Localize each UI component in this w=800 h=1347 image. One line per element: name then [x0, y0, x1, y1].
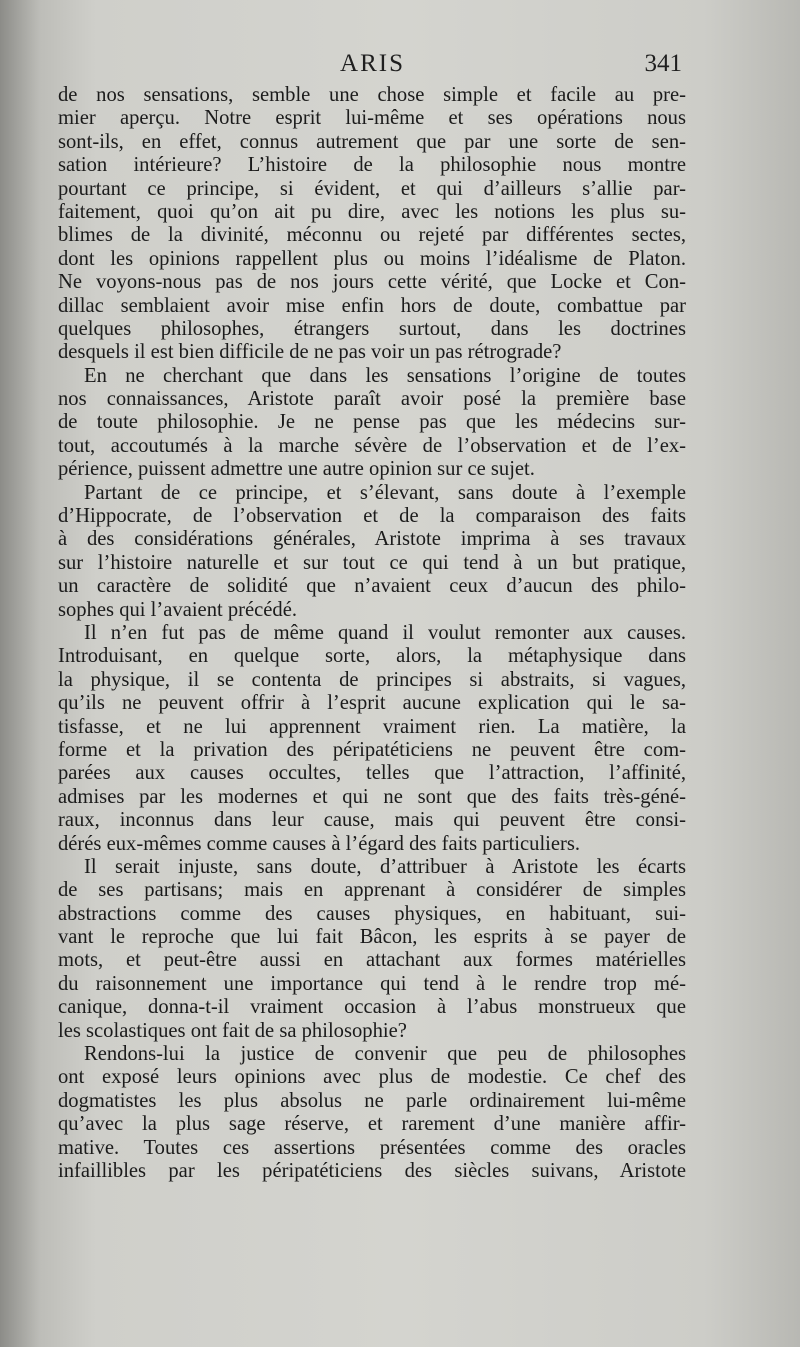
text-line: tisfasse, et ne lui apprennent vraiment rien. La matière, la [58, 715, 686, 738]
text-line: dérés eux-mêmes comme causes à l’égard des faits particuliers. [58, 832, 581, 855]
text-line: qu’ils ne peuvent offrir à l’esprit aucune explication qui le sa- [58, 692, 686, 715]
running-head: ARIS [340, 50, 405, 77]
text-line: mots, et peut-être aussi en attachant aux formes matérielles [58, 949, 686, 972]
text-line: Ne voyons-nous pas de nos jours cette vérité, que Locke et Con- [58, 271, 686, 294]
text-line: mier aperçu. Notre esprit lui-même et ses opérations nous [58, 107, 686, 130]
text-line: de nos sensations, semble une chose simple et facile au pre- [58, 84, 686, 106]
text-line: à des considérations générales, Aristote imprima à ses travaux [58, 528, 686, 551]
text-line: dillac semblaient avoir mise enfin hors de doute, combattue par [58, 294, 686, 317]
text-line: sation intérieure? L’histoire de la philosophie nous montre [58, 154, 686, 177]
text-line: abstractions comme des causes physiques, en habituant, sui- [58, 902, 686, 925]
text-line: les scolastiques ont fait de sa philosophie? [58, 1019, 407, 1042]
page-header [0, 50, 800, 84]
text-line: Introduisant, en quelque sorte, alors, la métaphysique dans [58, 645, 686, 668]
paragraph [58, 1043, 686, 1183]
page-number: 341 [644, 50, 682, 77]
text-line: sont-ils, en effet, connus autrement que par une sorte de sen- [58, 130, 686, 153]
text-line: pourtant ce principe, si évident, et qui d’ailleurs s’allie par- [58, 177, 686, 200]
text-line: de ses partisans; mais en apprenant à considérer de simples [58, 879, 686, 902]
paragraph [58, 482, 686, 622]
text-line: Il serait injuste, sans doute, d’attribuer à Aristote les écarts [84, 855, 686, 878]
text-line: quelques philosophes, étrangers surtout, dans les doctrines [58, 317, 686, 340]
text-line: d’Hippocrate, de l’observation et de la comparaison des faits [58, 505, 686, 528]
text-line: tout, accoutumés à la marche sévère de l’observation et de l’ex- [58, 434, 686, 457]
text-line: nos connaissances, Aristote paraît avoir posé la première base [58, 388, 686, 411]
text-line: infaillibles par les péripatéticiens des siècles suivans, Aristote [58, 1159, 686, 1182]
text-line: Rendons-lui la justice de convenir que peu de philosophes [84, 1043, 686, 1066]
paragraph [58, 365, 686, 482]
text-line: du raisonnement une importance qui tend à le rendre trop mé- [58, 972, 686, 995]
body-text [58, 84, 686, 1183]
text-line: un caractère de solidité que n’avaient ceux d’aucun des philo- [58, 575, 686, 598]
paragraph [58, 856, 686, 1043]
text-line: Il n’en fut pas de même quand il voulut remonter aux causes. [84, 621, 686, 644]
text-line: admises par les modernes et qui ne sont que des faits très-géné- [58, 785, 686, 808]
text-line: Partant de ce principe, et s’élevant, sans doute à l’exemple [84, 481, 686, 504]
text-line: mative. Toutes ces assertions présentées comme des oracles [58, 1136, 686, 1159]
text-line: faitement, quoi qu’on ait pu dire, avec les notions les plus su- [58, 200, 686, 223]
text-line: dont les opinions rappellent plus ou moins l’idéalisme de Platon. [58, 247, 686, 270]
text-line: blimes de la divinité, méconnu ou rejeté par différentes sectes, [58, 224, 686, 247]
text-line: raux, inconnus dans leur cause, mais qui peuvent être consi- [58, 809, 686, 832]
text-line: ont exposé leurs opinions avec plus de modestie. Ce chef des [58, 1066, 686, 1089]
text-line: sophes qui l’avaient précédé. [58, 598, 298, 621]
text-line: desquels il est bien difficile de ne pas voir un pas rétrograde? [58, 341, 562, 364]
text-line: dogmatistes les plus absolus ne parle ordinairement lui-même [58, 1089, 686, 1112]
text-line: qu’avec la plus sage réserve, et rarement d’une manière affir- [58, 1113, 686, 1136]
text-line: parées aux causes occultes, telles que l’attraction, l’affinité, [58, 762, 686, 785]
text-line: canique, donna-t-il vraiment occasion à l’abus monstrueux que [58, 996, 686, 1019]
text-line: vant le reproche que lui fait Bâcon, les esprits à se payer de [58, 926, 686, 949]
text-line: périence, puissent admettre une autre opinion sur ce sujet. [58, 458, 535, 481]
text-line: de toute philosophie. Je ne pense pas que les médecins sur- [58, 411, 686, 434]
text-line: En ne cherchant que dans les sensations l’origine de toutes [84, 364, 686, 387]
text-line: la physique, il se contenta de principes si abstraits, si vagues, [58, 668, 686, 691]
text-line: sur l’histoire naturelle et sur tout ce qui tend à un but pratique, [58, 551, 686, 574]
paragraph [58, 84, 686, 365]
text-line: forme et la privation des péripatéticiens ne peuvent être com- [58, 738, 686, 761]
paragraph [58, 622, 686, 856]
